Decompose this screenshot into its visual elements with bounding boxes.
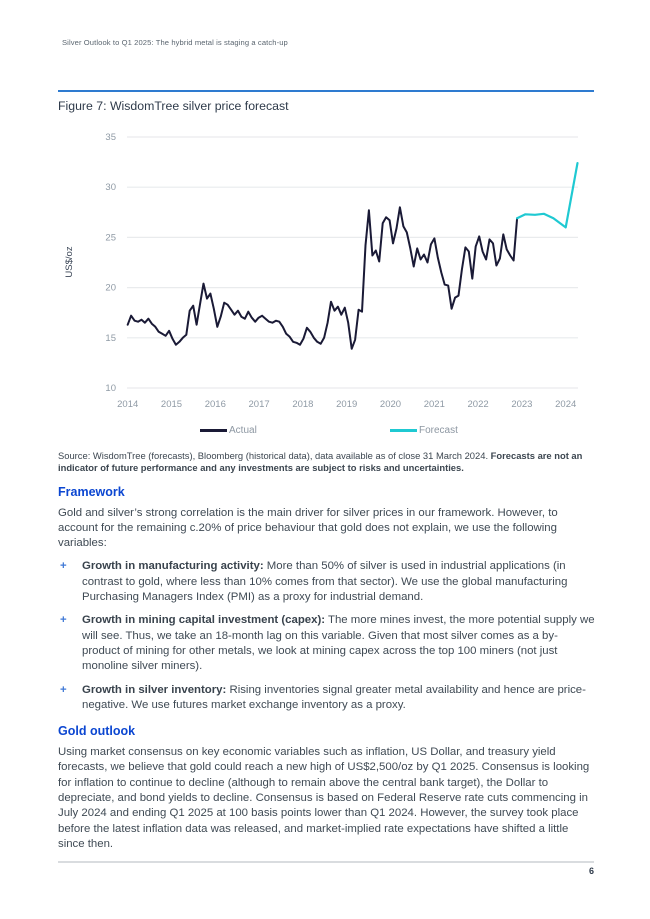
heading-framework: Framework: [58, 484, 125, 499]
framework-intro-paragraph: Gold and silver’s strong correlation is the main driver for silver prices in our framework. However, to account for the remaining c.20% of price behaviour that gold does not explain, we use the following variables:: [58, 506, 558, 550]
svg-text:2022: 2022: [467, 399, 489, 410]
list-item: [58, 559, 595, 605]
bullet-lead: Growth in mining capital investment (capex):: [82, 614, 326, 627]
silver-price-chart: [58, 118, 594, 418]
source-text: Source: WisdomTree (forecasts), Bloomberg (historical data), data available as of close 31 March 2024.: [58, 450, 491, 461]
page-number: 6: [588, 866, 594, 876]
section-divider-rule: [58, 90, 594, 92]
list-item: [58, 613, 595, 674]
plus-bullet-icon: +: [60, 683, 67, 696]
running-header: Silver Outlook to Q1 2025: The hybrid metal is staging a catch-up: [62, 38, 288, 47]
figure-source-note: [58, 450, 595, 474]
bullet-lead: Growth in manufacturing activity:: [82, 560, 264, 573]
plus-bullet-icon: +: [60, 614, 67, 627]
chart-canvas: [58, 118, 594, 418]
svg-text:2019: 2019: [336, 399, 358, 410]
chart-legend: [58, 425, 594, 441]
plus-bullet-icon: +: [60, 560, 67, 573]
svg-text:10: 10: [105, 383, 116, 394]
svg-text:US$/oz: US$/oz: [64, 246, 75, 278]
legend-item-forecast: [390, 425, 458, 436]
heading-gold-outlook: Gold outlook: [58, 724, 136, 739]
svg-text:2016: 2016: [204, 399, 226, 410]
framework-bullet-list: [58, 559, 595, 713]
forecast-line-swatch: [390, 429, 417, 432]
bullet-text: More than 50% of silver is used in industrial applications (in contrast to gold, where less than 10% comes from that sector). We use the global manufacturing Purchasing Managers Index (PMI) as a proxy for industrial demand.: [82, 560, 568, 604]
svg-text:2014: 2014: [117, 399, 139, 410]
svg-text:2021: 2021: [423, 399, 445, 410]
svg-text:2017: 2017: [248, 399, 270, 410]
legend-item-actual: [200, 425, 257, 436]
bullet-text: Rising inventories signal greater metal availability and hence are price-negative. We use futures market exchange inventory as a proxy.: [82, 683, 586, 711]
svg-text:2020: 2020: [379, 399, 402, 410]
legend-label-actual: Actual: [229, 425, 257, 436]
svg-text:25: 25: [105, 232, 116, 244]
svg-text:2015: 2015: [160, 399, 183, 410]
svg-text:2018: 2018: [292, 399, 314, 410]
bullet-text: The more mines invest, the more potential supply we will see. Thus, we take an 18-month lag on this variable. Given that most silver comes as a by-product of mining for other metals, we look at mining capex across the top 100 miners (not just monoline silver miners).: [82, 614, 595, 673]
figure-title: Figure 7: WisdomTree silver price forecast: [58, 99, 289, 113]
svg-text:2024: 2024: [555, 399, 577, 410]
source-disclaimer-bold: Forecasts are not an indicator of future performance and any investments are subject to risks and uncertainties.: [58, 450, 583, 473]
list-item: [58, 683, 595, 714]
body-column: [58, 450, 595, 852]
svg-text:35: 35: [105, 132, 116, 143]
bullet-lead: Growth in silver inventory:: [82, 683, 227, 696]
svg-text:30: 30: [105, 182, 116, 194]
svg-text:2023: 2023: [511, 399, 533, 410]
svg-text:20: 20: [105, 282, 116, 294]
footer-rule: [58, 861, 594, 863]
legend-label-forecast: Forecast: [419, 425, 458, 436]
actual-line-swatch: [200, 429, 227, 432]
gold-outlook-paragraph: Using market consensus on key economic variables such as inflation, US Dollar, and treasury yield forecasts, we believe that gold could reach a new high of US$2,500/oz by Q1 2025. Consensus is looking for inflation to continue to decline (although to remain above the central bank target), the Dollar to depreciate, and bond yields to decline. Consensus is based on Federal Reserve rate cuts commencing in July 2024 and ending Q1 2025 at 100 basis points lower than Q1 2024. However, the survey took place before the latest inflation data was released, and market-implied rate expectations have shifted a little since then.: [58, 746, 590, 850]
svg-text:15: 15: [105, 332, 116, 344]
